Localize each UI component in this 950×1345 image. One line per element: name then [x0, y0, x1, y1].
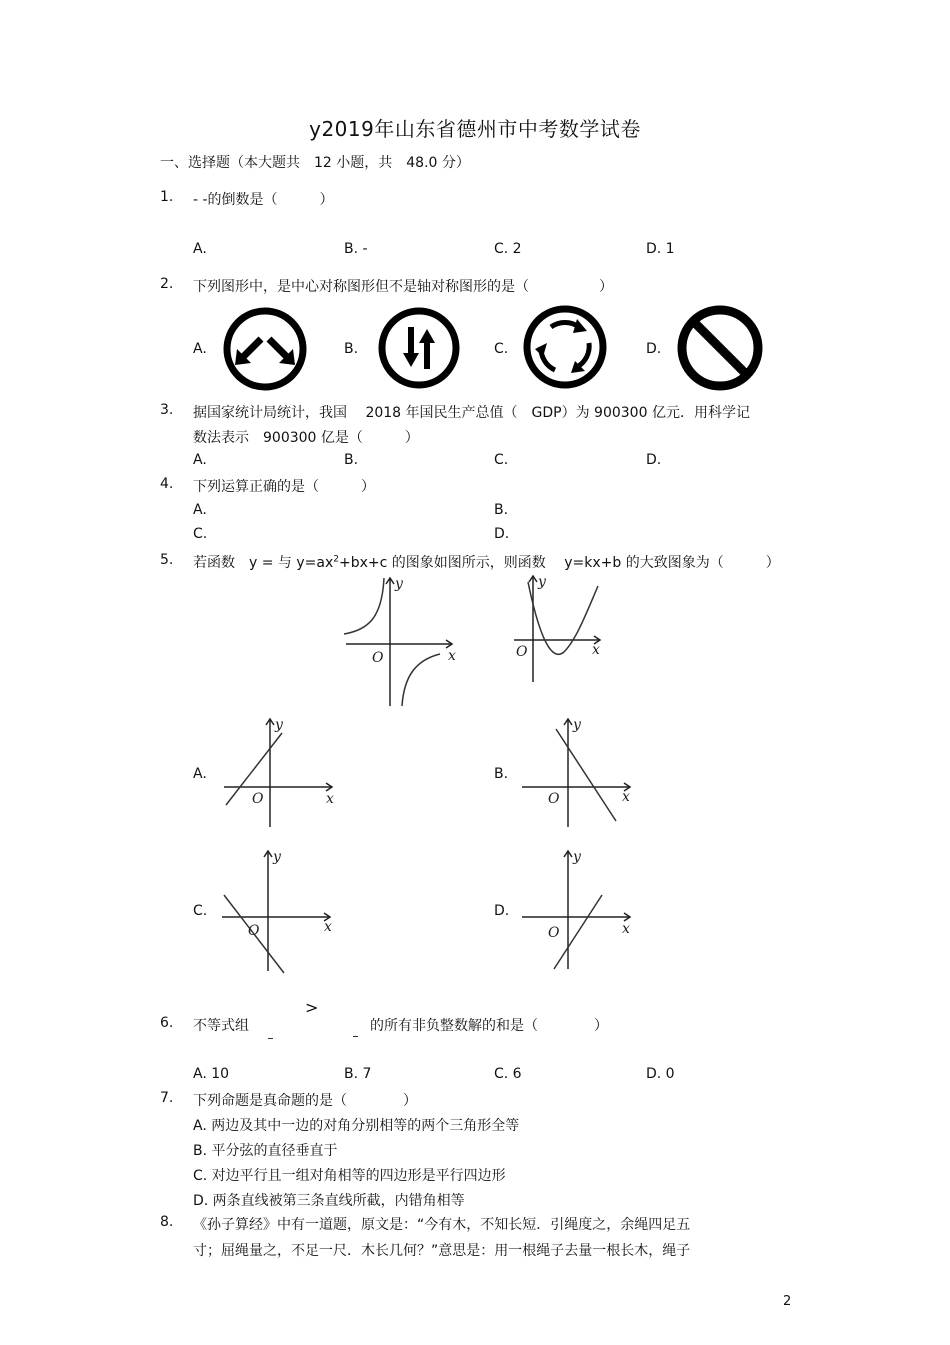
- axis-y-label: y: [573, 717, 581, 733]
- q3-option-d: D.: [646, 452, 662, 468]
- option-c-line-graph: [218, 845, 338, 975]
- diverge-arrows-sign-icon: [221, 305, 309, 393]
- q7-option-c: C. 对边平行且一组对角相等的四边形是平行四边形: [193, 1168, 506, 1184]
- axis-y-label: y: [273, 849, 281, 865]
- q6-option-c: C. 6: [494, 1066, 522, 1082]
- q1-option-c: C. 2: [494, 241, 522, 257]
- q6-number: 6.: [160, 1015, 174, 1031]
- q7-option-d: D. 两条直线被第三条直线所截，内错角相等: [193, 1193, 465, 1209]
- axis-y-label: y: [538, 574, 546, 590]
- axis-y-label: y: [395, 576, 403, 592]
- origin-label: O: [252, 791, 264, 807]
- exam-title: y2019年山东省德州市中考数学试卷: [309, 117, 641, 141]
- two-way-arrows-sign-icon: [376, 305, 462, 391]
- q7-number: 7.: [160, 1090, 174, 1106]
- axis-x-label: x: [448, 648, 456, 664]
- axis-y-label: y: [275, 717, 283, 733]
- origin-label: O: [248, 923, 260, 939]
- roundabout-sign-icon: [521, 303, 609, 391]
- q2-option-b: B.: [344, 341, 359, 357]
- q3-text-line2: 数法表示 900300 亿是（ ）: [193, 430, 419, 446]
- q7-text: 下列命题是真命题的是（ ）: [193, 1093, 417, 1109]
- q1-text: - -的倒数是（ ）: [193, 192, 334, 208]
- q2-text: 下列图形中，是中心对称图形但不是轴对称图形的是（ ）: [193, 279, 613, 295]
- q3-option-c: C.: [494, 452, 509, 468]
- axis-y-label: y: [573, 849, 581, 865]
- q5-option-a: A.: [193, 766, 207, 782]
- q5-number: 5.: [160, 552, 174, 568]
- q1-option-b: B. -: [344, 241, 368, 257]
- option-b-line-graph: [518, 713, 638, 831]
- q1-option-a: A.: [193, 241, 207, 257]
- q3-option-a: A.: [193, 452, 207, 468]
- q5-text: 若函数 y = 与 $y=ax^2+bx+c$ 的图象如图所示，则函数 y=kx+b 的大致图象为（ ）: [193, 554, 780, 571]
- page-number: 2: [783, 1294, 792, 1309]
- axis-x-label: x: [326, 791, 334, 807]
- q2-option-a: A.: [193, 341, 207, 357]
- q4-option-c: C.: [193, 526, 208, 542]
- q4-text: 下列运算正确的是（ ）: [193, 479, 375, 495]
- q3-text-line1: 据国家统计局统计，我国 2018 年国民生产总值（ GDP）为 900300 亿元．用科学记: [193, 405, 750, 421]
- q6-text-post: 的所有非负整数解的和是（ ）: [370, 1018, 608, 1034]
- q4-option-b: B.: [494, 502, 509, 518]
- q8-text-line1: 《孙子算经》中有一道题，原文是：“今有木，不知长短．引绳度之，余绳四足五: [193, 1217, 691, 1233]
- q2-number: 2.: [160, 276, 174, 292]
- origin-label: O: [548, 925, 560, 941]
- q7-option-a: A. 两边及其中一边的对角分别相等的两个三角形全等: [193, 1118, 520, 1134]
- q6-greater-than: >: [305, 998, 319, 1017]
- q2-option-d: D.: [646, 341, 662, 357]
- q5-option-d: D.: [494, 903, 510, 919]
- q7-option-b: B. 平分弦的直径垂直于: [193, 1143, 338, 1159]
- q8-number: 8.: [160, 1214, 174, 1230]
- q4-number: 4.: [160, 476, 174, 492]
- option-a-line-graph: [220, 713, 340, 831]
- origin-label: O: [372, 650, 384, 666]
- prohibition-sign-icon: [675, 303, 765, 393]
- q2-option-c: C.: [494, 341, 509, 357]
- q4-option-d: D.: [494, 526, 510, 542]
- q1-option-d: D. 1: [646, 241, 675, 257]
- q6-text-pre: 不等式组: [193, 1018, 249, 1034]
- q1-number: 1.: [160, 189, 174, 205]
- q6-minus-mark: [353, 1036, 358, 1037]
- origin-label: O: [516, 644, 528, 660]
- q3-option-b: B.: [344, 452, 359, 468]
- q6-option-a: A. 10: [193, 1066, 230, 1082]
- q5-option-b: B.: [494, 766, 509, 782]
- q6-minus-mark: [268, 1038, 273, 1039]
- hyperbola-graph: [340, 572, 460, 710]
- axis-x-label: x: [592, 642, 600, 658]
- q6-option-d: D. 0: [646, 1066, 675, 1082]
- q6-option-b: B. 7: [344, 1066, 372, 1082]
- axis-x-label: x: [324, 919, 332, 935]
- parabola-graph: [508, 570, 608, 685]
- option-d-line-graph: [518, 845, 638, 973]
- axis-x-label: x: [622, 921, 630, 937]
- section-heading: 一、选择题（本大题共 12 小题，共 48.0 分）: [160, 155, 470, 171]
- q4-option-a: A.: [193, 502, 207, 518]
- q3-number: 3.: [160, 402, 174, 418]
- origin-label: O: [548, 791, 560, 807]
- q8-text-line2: 寸；屈绳量之，不足一尺．木长几何？”意思是：用一根绳子去量一根长木，绳子: [193, 1243, 691, 1259]
- q5-option-c: C.: [193, 903, 208, 919]
- axis-x-label: x: [622, 789, 630, 805]
